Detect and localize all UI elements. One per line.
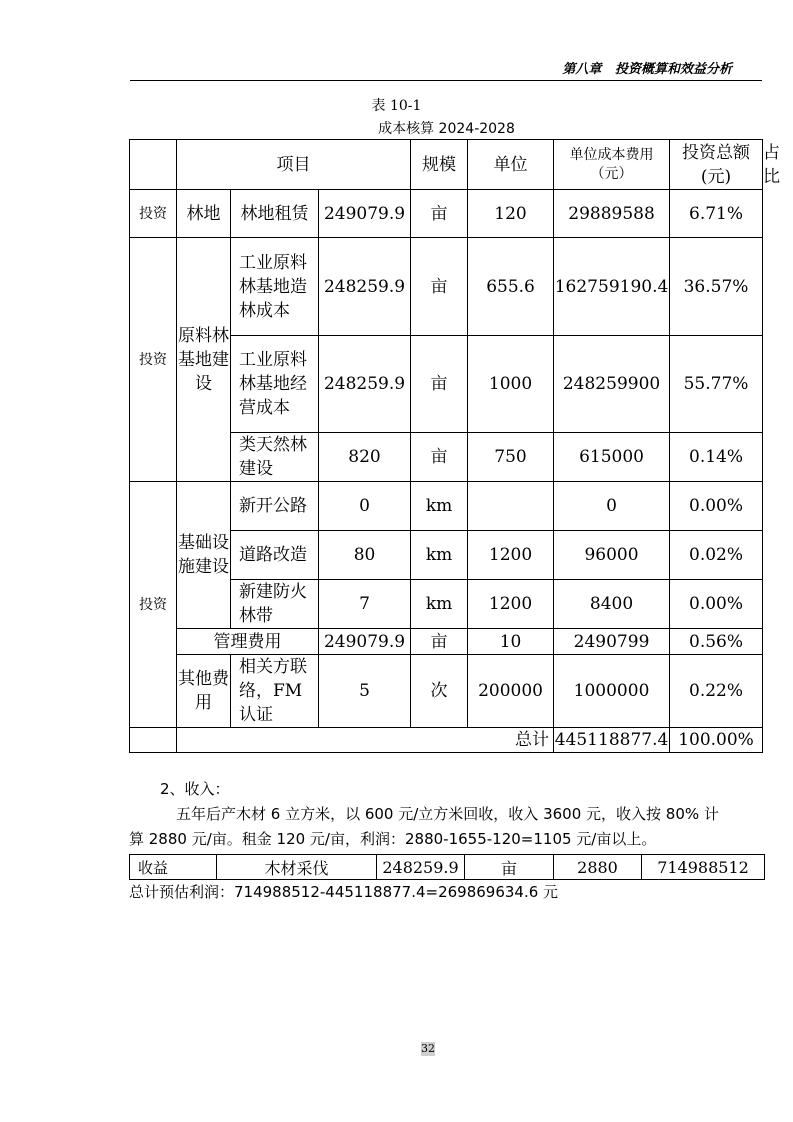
- table-row: [130, 190, 763, 238]
- header-unit: 单位: [468, 140, 554, 190]
- item-cost: 1200: [468, 580, 554, 629]
- total-share: 100.00%: [670, 728, 763, 753]
- header-scale: 规模: [411, 140, 468, 190]
- item-scale: 7: [319, 580, 411, 629]
- item-scale: 248259.9: [319, 238, 411, 336]
- item-name: 工业原料林基地造林成本: [231, 238, 319, 336]
- item-total: 0: [554, 482, 670, 531]
- item-total: 1000000: [554, 655, 670, 728]
- item-share: 0.02%: [670, 531, 763, 580]
- item-total: 615000: [554, 433, 670, 482]
- item-scale: 0: [319, 482, 411, 531]
- item-cost: 750: [468, 433, 554, 482]
- total-value: 445118877.4: [554, 728, 670, 753]
- chapter-number: 第八章: [562, 62, 602, 77]
- table-row: [130, 655, 763, 728]
- revenue-table: [129, 854, 765, 880]
- total-row: [130, 728, 763, 753]
- item-unit: km: [411, 531, 468, 580]
- category-label: 林地: [177, 190, 231, 238]
- item-cost: 1000: [468, 336, 554, 433]
- page-number: 32: [421, 1042, 435, 1055]
- item-cost: 120: [468, 190, 554, 238]
- item-name: 工业原料林基地经营成本: [231, 336, 319, 433]
- item-share: 36.57%: [670, 238, 763, 336]
- income-paragraph-line1: 五年后产木材 6 立方米，以 600 元/立方米回收，收入 3600 元，收入按 80% 计: [176, 805, 719, 823]
- item-name: 林地租赁: [231, 190, 319, 238]
- item-name: 道路改造: [231, 531, 319, 580]
- revenue-label: 收益: [130, 855, 217, 880]
- item-scale: 820: [319, 433, 411, 482]
- item-unit: 亩: [411, 433, 468, 482]
- item-name: 相关方联络，FM认证: [231, 655, 319, 728]
- item-name: 管理费用: [177, 629, 319, 655]
- table-row: [130, 629, 763, 655]
- item-share: 0.00%: [670, 580, 763, 629]
- item-total: 96000: [554, 531, 670, 580]
- chapter-title: 投资概算和效益分析: [614, 62, 732, 77]
- group-label: 投资: [130, 190, 177, 238]
- item-unit: 次: [411, 655, 468, 728]
- item-total: 248259900: [554, 336, 670, 433]
- revenue-row: [130, 855, 765, 880]
- item-total: 162759190.4: [554, 238, 670, 336]
- revenue-price: 2880: [554, 855, 642, 880]
- item-cost: 200000: [468, 655, 554, 728]
- item-name: 新开公路: [231, 482, 319, 531]
- total-label: 总计: [177, 728, 554, 753]
- item-scale: 5: [319, 655, 411, 728]
- header-unit-cost: 单位成本费用（元）: [554, 140, 670, 190]
- header-blank: [130, 140, 177, 190]
- item-share: 0.00%: [670, 482, 763, 531]
- category-label: 原料林基地建设: [177, 238, 231, 482]
- table-caption: 成本核算 2024-2028: [378, 121, 515, 137]
- item-share: 55.77%: [670, 336, 763, 433]
- table-row: [130, 482, 763, 531]
- revenue-total: 714988512: [642, 855, 765, 880]
- group-label: 投资: [130, 238, 177, 482]
- item-total: 29889588: [554, 190, 670, 238]
- item-total: 8400: [554, 580, 670, 629]
- item-cost: 10: [468, 629, 554, 655]
- item-share: 0.22%: [670, 655, 763, 728]
- group-label: 投资: [130, 482, 177, 728]
- item-name: 新建防火林带: [231, 580, 319, 629]
- item-unit: km: [411, 482, 468, 531]
- revenue-item: 木材采伐: [217, 855, 377, 880]
- item-cost: 1200: [468, 531, 554, 580]
- item-cost: [468, 482, 554, 531]
- header-rule: [130, 80, 762, 81]
- item-unit: 亩: [411, 629, 468, 655]
- category-label: 基础设施建设: [177, 482, 231, 629]
- category-label: 其他费用: [177, 655, 231, 728]
- income-paragraph-line2: 算 2880 元/亩。租金 120 元/亩，利润：2880-1655-120=1105 元/亩以上。: [129, 830, 657, 848]
- item-scale: 248259.9: [319, 336, 411, 433]
- item-share: 0.14%: [670, 433, 763, 482]
- revenue-scale: 248259.9: [377, 855, 465, 880]
- item-name: 类天然林建设: [231, 433, 319, 482]
- item-unit: km: [411, 580, 468, 629]
- item-scale: 249079.9: [319, 190, 411, 238]
- item-total: 2490799: [554, 629, 670, 655]
- revenue-unit: 亩: [465, 855, 554, 880]
- item-unit: 亩: [411, 238, 468, 336]
- profit-summary: 总计预估利润：714988512-445118877.4=269869634.6 元: [129, 883, 559, 901]
- item-share: 6.71%: [670, 190, 763, 238]
- header-item: 项目: [177, 140, 411, 190]
- running-header: [0, 58, 732, 77]
- income-heading: 2、收入：: [160, 780, 230, 798]
- table-number: 表 10-1: [371, 98, 422, 114]
- item-cost: 655.6: [468, 238, 554, 336]
- header-investment: 投资总额(元): [670, 140, 763, 190]
- item-unit: 亩: [411, 190, 468, 238]
- table-row: [130, 238, 763, 336]
- item-unit: 亩: [411, 336, 468, 433]
- item-scale: 249079.9: [319, 629, 411, 655]
- item-share: 0.56%: [670, 629, 763, 655]
- total-blank: [130, 728, 177, 753]
- header-row: 项目 规模 单位 单位成本费用（元） 投资总额(元) 占比: [130, 140, 763, 190]
- cost-table: [129, 139, 781, 753]
- item-scale: 80: [319, 531, 411, 580]
